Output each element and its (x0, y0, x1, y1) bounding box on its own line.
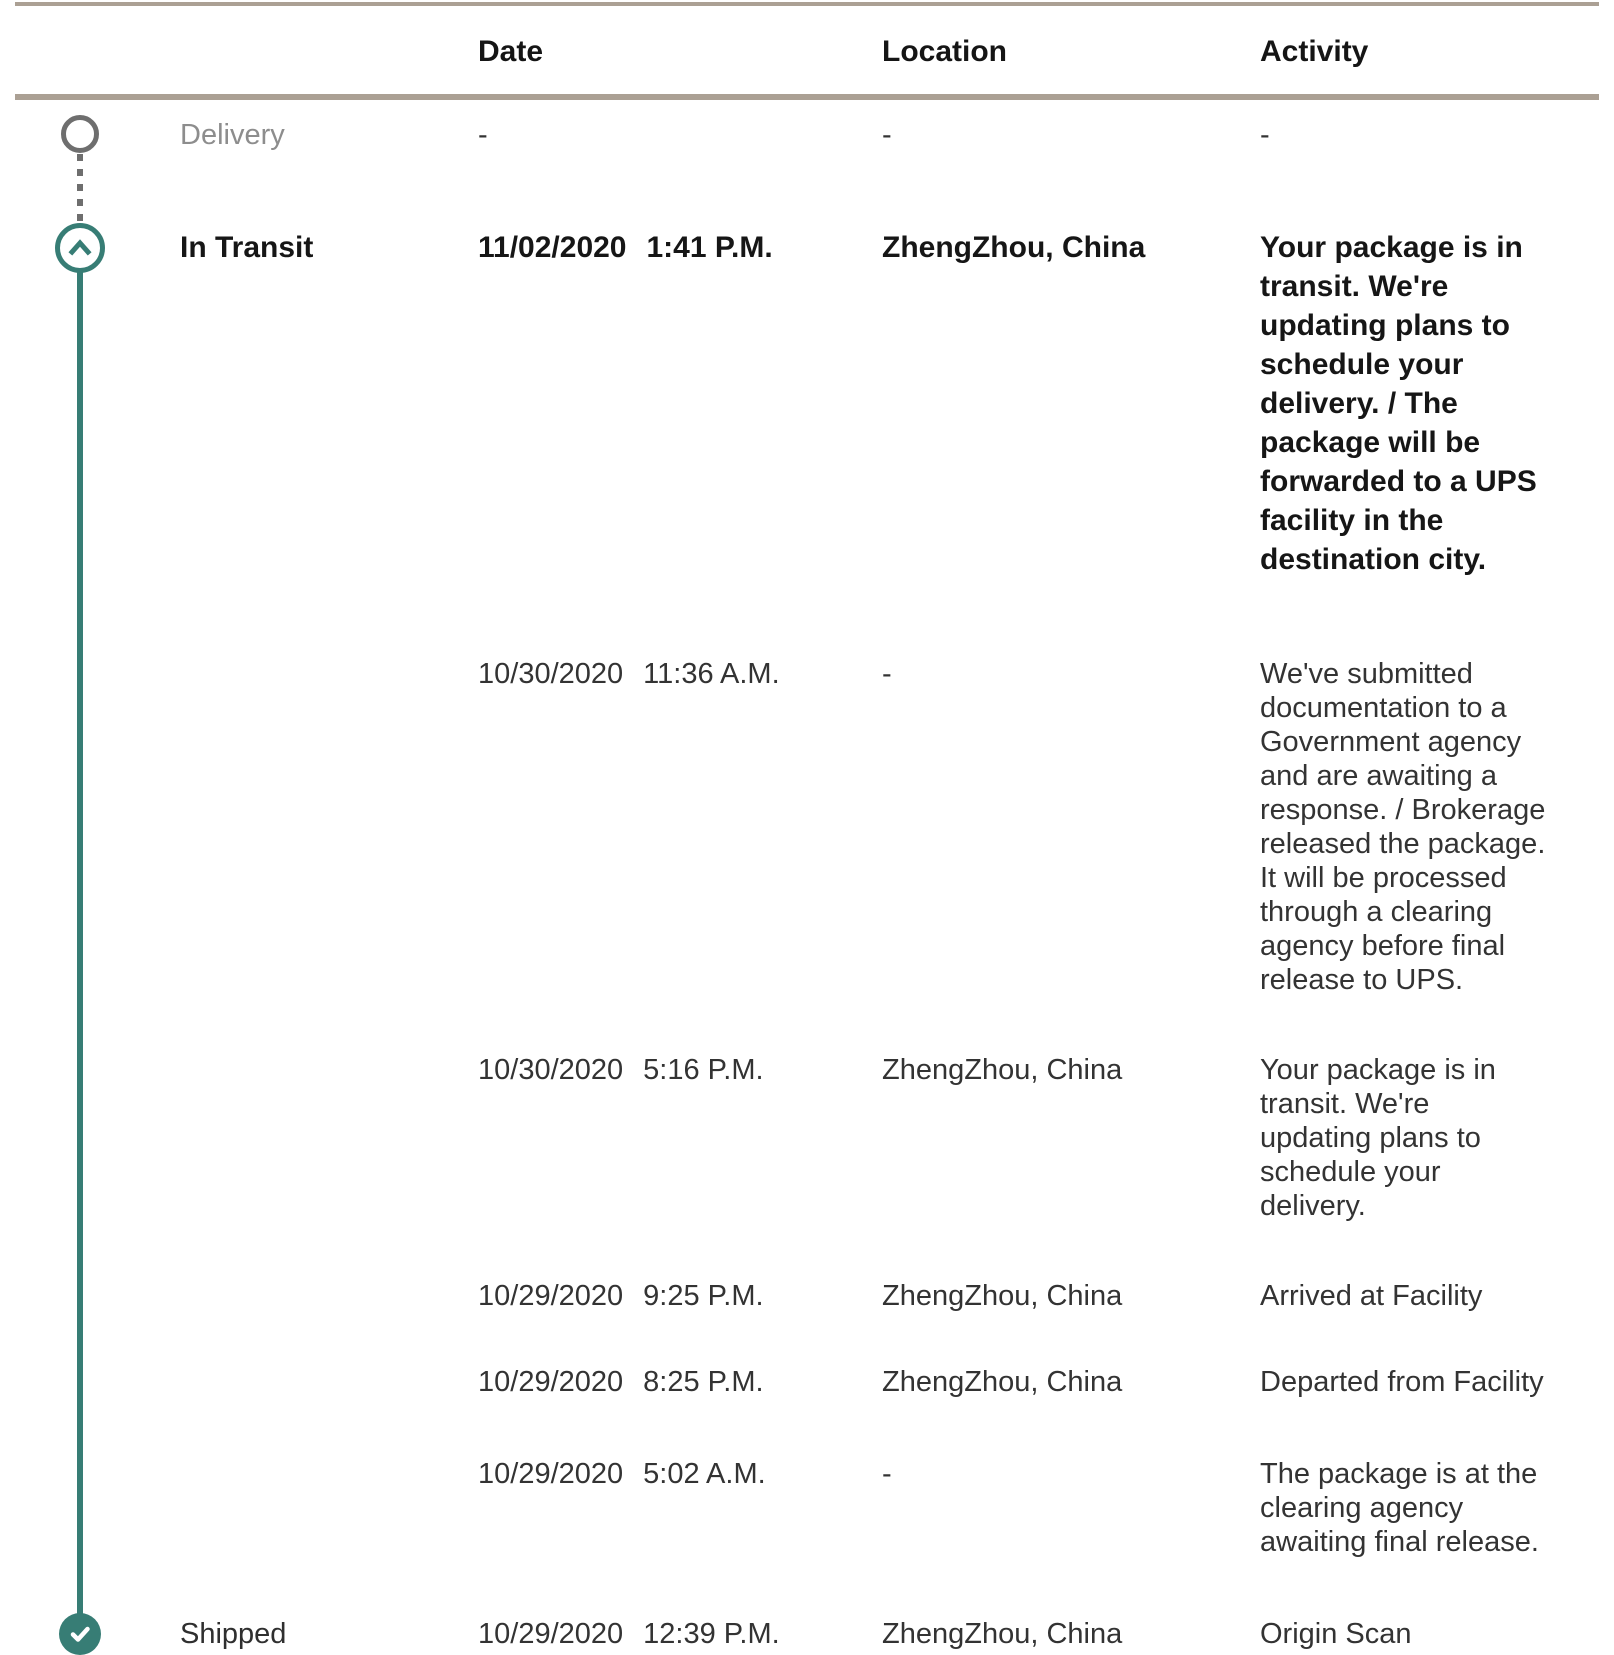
location-cell: ZhengZhou, China (882, 231, 1146, 264)
date-value: 10/29/2020 (478, 1458, 624, 1490)
timeline-marker-cell (0, 1457, 162, 1559)
timeline-marker-cell (0, 1053, 162, 1223)
date-cell (478, 228, 882, 579)
table-row (0, 118, 1614, 152)
chevron-up-icon (63, 231, 97, 265)
time-value: 9:25 P.M. (643, 1280, 764, 1312)
check-icon (65, 1619, 95, 1649)
check-circle-badge (59, 1613, 101, 1655)
timeline-dashed-connector (77, 154, 83, 222)
milestone-label (162, 657, 478, 997)
date-cell (478, 1457, 882, 1559)
date-cell (478, 1365, 882, 1399)
date-value: 10/29/2020 (478, 1366, 624, 1398)
milestone-label (162, 1279, 478, 1313)
circle-outline-icon (61, 115, 99, 153)
milestone-label (162, 1365, 478, 1399)
timeline-marker-cell (0, 118, 162, 152)
location-cell: ZhengZhou, China (882, 1618, 1123, 1650)
activity-cell: - (1260, 119, 1270, 151)
tracking-timeline-table (0, 100, 1614, 1651)
timeline-marker-cell (0, 1365, 162, 1399)
table-header (0, 6, 1614, 94)
milestone-label-delivery: Delivery (180, 119, 285, 151)
header-location: Location (882, 35, 1007, 68)
table-row (0, 1365, 1614, 1399)
date-cell (478, 118, 882, 152)
activity-cell: Your package is in transit. We're updating plans to schedule your delivery. / The package will be forwarded to a UPS facility in the destination city. (1260, 231, 1537, 576)
location-cell: ZhengZhou, China (882, 1366, 1123, 1398)
date-value: 10/29/2020 (478, 1280, 624, 1312)
time-value: 8:25 P.M. (643, 1366, 764, 1398)
date-value: 11/02/2020 (478, 231, 627, 264)
date-value: 10/30/2020 (478, 1054, 624, 1086)
timeline-marker-cell (0, 228, 162, 579)
activity-cell: Departed from Facility (1260, 1366, 1544, 1398)
date-value: - (478, 119, 488, 151)
time-value: 1:41 P.M. (646, 231, 773, 264)
date-cell (478, 1279, 882, 1313)
table-row (0, 1279, 1614, 1313)
timeline-marker-cell (0, 1279, 162, 1313)
activity-cell: We've submitted documentation to a Government agency and are awaiting a response. / Brokerage released the package. It will be processed through a clearing agency before final release to UPS. (1260, 658, 1546, 996)
location-cell: - (882, 1458, 892, 1490)
timeline-marker-cell (0, 657, 162, 997)
table-row (0, 657, 1614, 997)
location-cell: ZhengZhou, China (882, 1280, 1123, 1312)
date-cell (478, 1617, 882, 1651)
activity-cell: Arrived at Facility (1260, 1280, 1483, 1312)
milestone-label (162, 1457, 478, 1559)
date-cell (478, 1053, 882, 1223)
activity-cell: Your package is in transit. We're updating plans to schedule your delivery. (1260, 1054, 1496, 1222)
location-cell: ZhengZhou, China (882, 1054, 1123, 1086)
milestone-label (162, 1053, 478, 1223)
time-value: 5:02 A.M. (643, 1458, 766, 1490)
timeline-marker-cell (0, 1617, 162, 1651)
location-cell: - (882, 658, 892, 690)
shipment-progress-panel (0, 2, 1614, 1650)
activity-cell: Origin Scan (1260, 1618, 1412, 1650)
header-date: Date (478, 35, 544, 68)
collapse-toggle-button[interactable] (55, 223, 105, 273)
date-value: 10/30/2020 (478, 658, 624, 690)
table-row (0, 1053, 1614, 1223)
milestone-label-in-transit: In Transit (180, 231, 314, 264)
table-row (0, 1617, 1614, 1651)
date-cell (478, 657, 882, 997)
time-value: 11:36 A.M. (643, 658, 780, 690)
location-cell: - (882, 119, 892, 151)
time-value: 5:16 P.M. (643, 1054, 764, 1086)
header-activity: Activity (1260, 35, 1369, 68)
date-value: 10/29/2020 (478, 1618, 624, 1650)
table-row (0, 228, 1614, 579)
activity-cell: The package is at the clearing agency awaiting final release. (1260, 1458, 1539, 1558)
time-value: 12:39 P.M. (643, 1618, 780, 1650)
milestone-label-shipped: Shipped (180, 1618, 287, 1650)
table-row (0, 1457, 1614, 1559)
